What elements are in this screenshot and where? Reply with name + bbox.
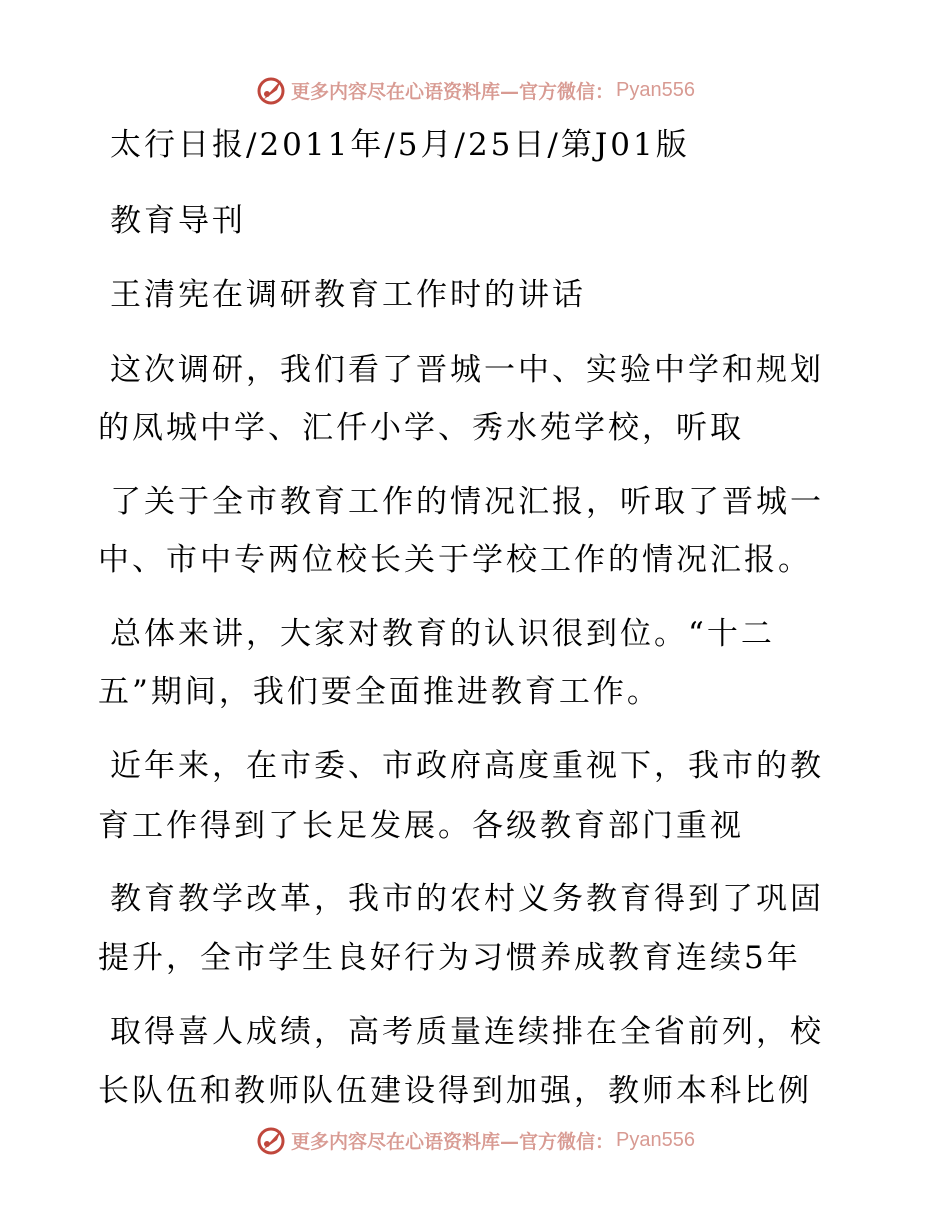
- document-line: 取得喜人成绩，高考质量连续排在全省前列，校: [110, 1014, 824, 1050]
- banner-wechat-id: Pyan556: [616, 78, 695, 101]
- banner-text: 更多内容尽在心语资料库—官方微信：: [291, 1130, 615, 1153]
- document-line: 了关于全市教育工作的情况汇报，听取了晋城一: [110, 484, 824, 520]
- document-line: 五”期间，我们要全面推进教育工作。: [98, 674, 661, 710]
- document-line: 太行日报/2011年/5月/25日/第J01版: [110, 127, 690, 163]
- document-line: 王清宪在调研教育工作时的讲话: [110, 277, 586, 313]
- footer-watermark-banner: [0, 1120, 950, 1160]
- banner-wechat-id: Pyan556: [616, 1128, 695, 1151]
- document-line: 长队伍和教师队伍建设得到加强，教师本科比例: [98, 1073, 812, 1109]
- document-line: 育工作得到了长足发展。各级教育部门重视: [98, 808, 744, 844]
- document-line: 教育导刊: [110, 203, 246, 239]
- banner-text: 更多内容尽在心语资料库—官方微信：: [291, 80, 615, 103]
- document-line: 的凤城中学、汇仟小学、秀水苑学校，听取: [98, 410, 744, 446]
- document-line: 中、市中专两位校长关于学校工作的情况汇报。: [98, 542, 812, 578]
- document-line: 近年来，在市委、市政府高度重视下，我市的教: [110, 748, 824, 784]
- document-line: 这次调研，我们看了晋城一中、实验中学和规划: [110, 352, 824, 388]
- document-line: 总体来讲，大家对教育的认识很到位。“十二: [110, 616, 775, 652]
- document-line: 教育教学改革，我市的农村义务教育得到了巩固: [110, 881, 824, 917]
- red-quill-logo-icon: [255, 1124, 287, 1156]
- document-line: 提升，全市学生良好行为习惯养成教育连续5年: [98, 940, 801, 976]
